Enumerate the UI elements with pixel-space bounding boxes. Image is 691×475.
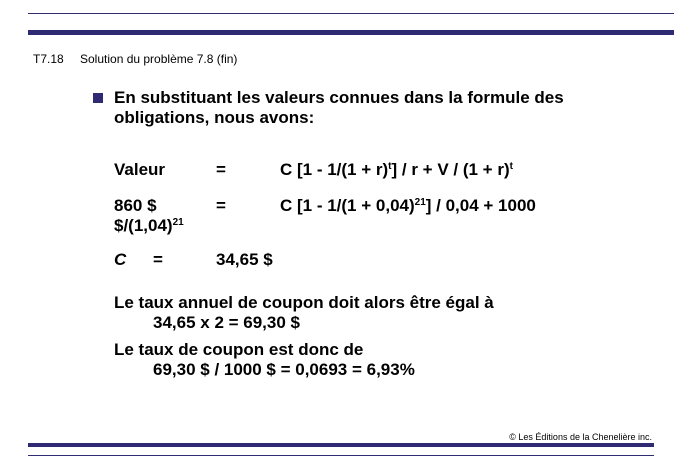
copyright-notice: © Les Éditions de la Chenelière inc. bbox=[509, 432, 652, 442]
bullet-text: En substituant les valeurs connues dans la formule des obligations, nous avons: bbox=[114, 88, 564, 127]
square-bullet-icon bbox=[93, 93, 103, 103]
row2-label-line2 bbox=[114, 216, 184, 236]
paragraph-1-line2: 34,65 x 2 = 69,30 $ bbox=[153, 313, 300, 332]
paragraph-1-line1: Le taux annuel de coupon doit alors être égal à bbox=[114, 293, 494, 312]
row1-exponent-2: t bbox=[509, 161, 513, 172]
row2-exponent: 21 bbox=[414, 197, 426, 208]
top-thin-rule bbox=[28, 13, 674, 14]
top-thick-rule bbox=[28, 30, 674, 35]
row3-value: 34,65 $ bbox=[216, 250, 273, 269]
paragraph-2-line2: 69,30 $ / 1000 $ = 0,0693 = 6,93% bbox=[153, 360, 415, 379]
row2-label-base: $/(1,04) bbox=[114, 216, 173, 235]
bottom-thin-rule bbox=[28, 455, 654, 456]
row2-formula bbox=[280, 196, 536, 216]
bottom-thick-rule bbox=[28, 443, 654, 447]
row1-label: Valeur bbox=[114, 160, 166, 179]
row1-equals: = bbox=[216, 160, 226, 179]
slide-title: Solution du problème 7.8 (fin) bbox=[80, 52, 238, 66]
row1-formula-part1: C [1 - 1/(1 + r) bbox=[280, 160, 389, 179]
row3-label: C bbox=[114, 250, 127, 269]
row2-formula-part1: C [1 - 1/(1 + 0,04) bbox=[280, 196, 415, 215]
slide-number: T7.18 bbox=[33, 52, 64, 66]
row1-formula bbox=[280, 160, 513, 180]
row2-formula-part2: ] / 0,04 + 1000 bbox=[425, 196, 536, 215]
row1-exponent-1: t bbox=[388, 161, 392, 172]
row2-equals: = bbox=[216, 196, 226, 215]
row2-label-exponent: 21 bbox=[172, 217, 184, 228]
row3-equals: = bbox=[153, 250, 163, 269]
row1-formula-part2: ] / r + V / (1 + r) bbox=[391, 160, 510, 179]
row2-label-line1: 860 $ bbox=[114, 196, 157, 215]
paragraph-2-line1: Le taux de coupon est donc de bbox=[114, 340, 364, 359]
